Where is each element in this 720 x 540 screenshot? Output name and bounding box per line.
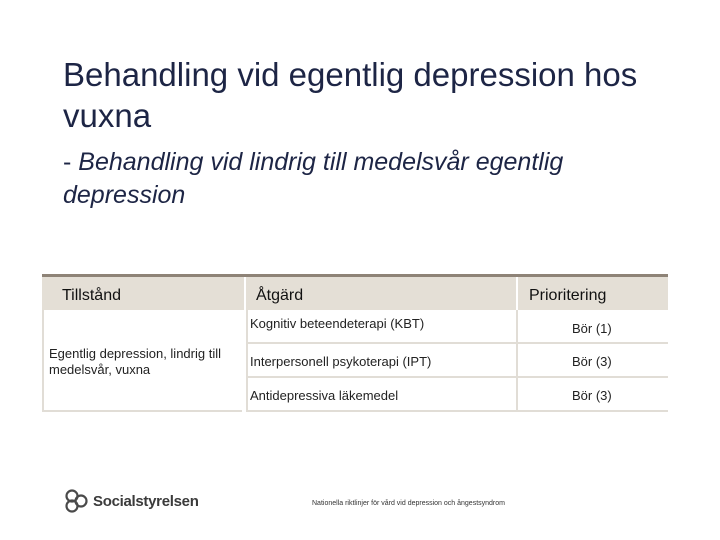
socialstyrelsen-logo [64,488,214,514]
table-row [246,344,668,378]
measure-cell: Antidepressiva läkemedel [250,388,399,403]
measure-cell: Interpersonell psykoterapi (IPT) [250,354,432,369]
header-tillstand: Tillstånd [62,287,121,304]
cell-divider [516,310,518,342]
priority-cell: Bör (3) [572,388,612,403]
footer-caption: Nationella riktlinjer för vård vid depression och ångestsyndrom [312,500,505,507]
recommendation-table [42,274,668,412]
subtitle-dash: - [63,148,72,176]
priority-cell: Bör (1) [572,321,612,336]
header-atgard: Åtgärd [256,287,304,304]
header-prioritering: Prioritering [529,287,607,304]
priority-cell: Bör (3) [572,354,612,369]
condition-text: Egentlig depression, lindrig till medelsvår, vuxna [49,346,221,377]
cell-divider [516,378,518,410]
header-separator [244,277,246,313]
cell-divider [516,344,518,376]
logo-text: Socialstyrelsen [93,493,199,510]
cell-divider [246,378,248,410]
table-header-row [42,274,668,310]
slide-title: Behandling vid egentlig depression hos vuxna [63,56,638,134]
slide-subtitle [63,146,683,212]
measure-cell: Kognitiv beteendeterapi (KBT) [250,316,425,331]
subtitle-text: Behandling vid lindrig till medelsvår egentlig depression [63,148,564,209]
table-row [246,378,668,412]
cell-divider [246,310,248,342]
condition-cell [42,310,242,412]
socialstyrelsen-emblem-icon [64,488,90,514]
cell-divider [246,344,248,376]
header-separator [516,277,518,313]
table-row [246,310,668,344]
